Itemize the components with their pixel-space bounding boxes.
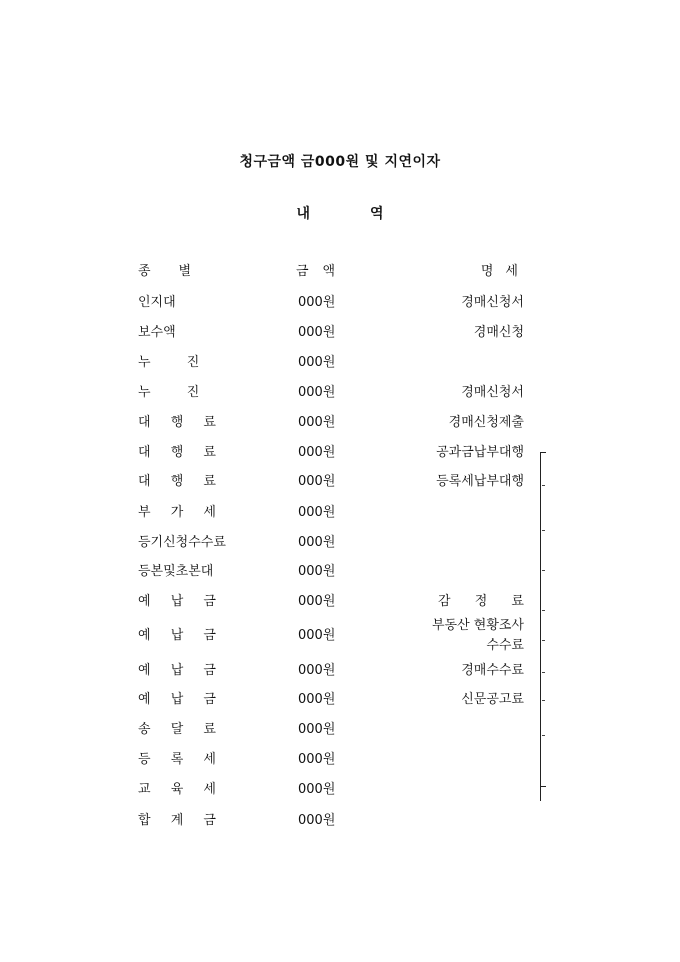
row-type: 대 행 료	[138, 474, 224, 489]
row-type: 송 달 료	[138, 722, 224, 737]
row-amount: 000원	[298, 505, 336, 520]
table-row	[0, 472, 680, 492]
table-row	[0, 562, 680, 582]
table-row	[0, 750, 680, 770]
row-type: 예 납 금	[138, 663, 224, 678]
table-row	[0, 811, 680, 831]
table-row	[0, 443, 680, 463]
row-amount: 000원	[298, 782, 336, 797]
row-amount: 000원	[298, 295, 336, 310]
row-amount: 000원	[298, 628, 336, 643]
bracket-tick	[542, 700, 545, 701]
row-amount: 000원	[298, 722, 336, 737]
table-row	[0, 353, 680, 373]
bracket-tick	[542, 735, 545, 736]
header-type: 종별	[138, 264, 220, 279]
row-type: 등기신청수수료	[138, 535, 226, 550]
table-row	[0, 720, 680, 740]
bracket-tick	[542, 530, 545, 531]
row-amount: 000원	[298, 813, 336, 828]
row-type: 예 납 금	[138, 628, 224, 643]
row-type: 보수액	[138, 325, 176, 340]
row-desc: 신문공고료	[461, 692, 524, 707]
row-desc	[432, 616, 524, 656]
row-amount: 000원	[298, 325, 336, 340]
row-type: 예 납 금	[138, 692, 224, 707]
row-desc: 경매신청	[473, 325, 524, 340]
document-title: 청구금액 금000원 및 지연이자	[239, 154, 441, 170]
right-bracket-line	[540, 452, 546, 787]
header-amount: 금액	[296, 264, 350, 279]
table-row	[0, 592, 680, 612]
row-desc-line2: 수수료	[486, 638, 524, 653]
row-amount: 000원	[298, 474, 336, 489]
row-desc-line1: 부동산 현황조사	[431, 618, 524, 633]
row-amount: 000원	[298, 594, 336, 609]
row-type: 부 가 세	[138, 505, 224, 520]
table-row	[0, 293, 680, 313]
row-type: 인지대	[138, 295, 176, 310]
table-row	[0, 413, 680, 433]
table-row	[0, 323, 680, 343]
header-desc: 명세	[480, 264, 530, 279]
table-row	[0, 780, 680, 800]
table-row	[0, 383, 680, 403]
row-type: 교 육 세	[138, 782, 224, 797]
row-amount: 000원	[298, 415, 336, 430]
row-desc: 공과금납부대행	[436, 445, 524, 460]
subtitle-left: 내	[296, 206, 310, 222]
row-amount: 000원	[298, 752, 336, 767]
bracket-tick	[542, 640, 545, 641]
table-row	[0, 618, 680, 666]
row-amount: 000원	[298, 385, 336, 400]
row-type: 등 록 세	[138, 752, 224, 767]
row-type: 대 행 료	[138, 445, 224, 460]
document-subtitle	[0, 203, 680, 223]
row-desc: 등록세납부대행	[436, 474, 524, 489]
row-amount: 000원	[298, 663, 336, 678]
row-desc: 감 정 료	[438, 594, 534, 609]
row-desc: 경매수수료	[461, 663, 524, 678]
table-row	[0, 533, 680, 553]
row-type: 합 계 금	[138, 813, 224, 828]
row-desc: 경매신청서	[461, 295, 524, 310]
table-row	[0, 690, 680, 710]
row-amount: 000원	[298, 355, 336, 370]
table-row	[0, 661, 680, 681]
bracket-tick	[542, 570, 545, 571]
row-desc: 경매신청제출	[448, 415, 524, 430]
row-type: 예 납 금	[138, 594, 224, 609]
row-desc: 경매신청서	[461, 385, 524, 400]
bracket-tick	[542, 610, 545, 611]
row-amount: 000원	[298, 535, 336, 550]
table-row	[0, 503, 680, 523]
row-type: 누 진	[138, 385, 216, 400]
row-amount: 000원	[298, 692, 336, 707]
bracket-tick	[542, 485, 545, 486]
row-amount: 000원	[298, 564, 336, 579]
bracket-tick	[542, 672, 545, 673]
row-type: 등본및초본대	[138, 564, 214, 579]
row-type: 대 행 료	[138, 415, 224, 430]
subtitle-right: 역	[370, 206, 384, 222]
table-header	[0, 262, 680, 282]
row-amount: 000원	[298, 445, 336, 460]
row-type: 누 진	[138, 355, 216, 370]
right-bracket-tail	[540, 785, 541, 801]
